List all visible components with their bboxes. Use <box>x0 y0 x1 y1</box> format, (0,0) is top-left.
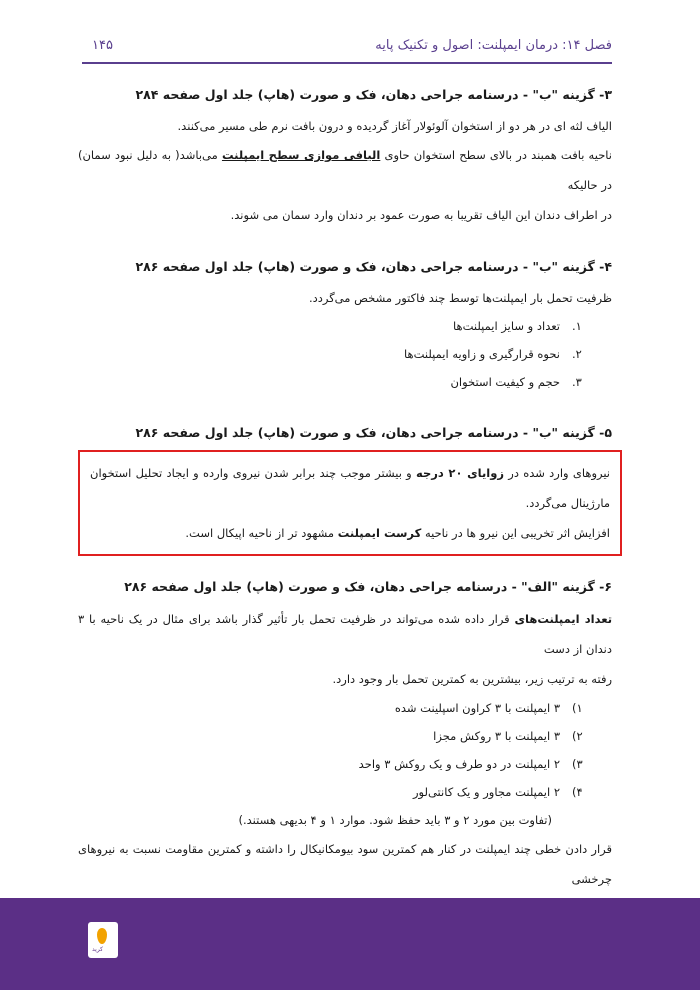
q4-list <box>78 312 612 396</box>
q6-list <box>78 694 612 806</box>
q5-l1-emphasis: زوایای ۲۰ درجه <box>416 466 504 480</box>
page-footer <box>0 898 700 990</box>
logo-text: کرید <box>92 946 103 953</box>
q5-l2-end: مشهود تر از ناحیه اپیکال است. <box>185 526 335 540</box>
q6-paragraph-1 <box>78 604 612 664</box>
q5-line-2 <box>90 518 610 548</box>
list-text: حجم و کیفیت استخوان <box>450 375 560 389</box>
page-header <box>82 38 612 60</box>
spacer <box>78 396 612 422</box>
q5-l2-emphasis: کرست ایمپلنت <box>337 526 422 540</box>
q3-paragraph-2 <box>78 140 612 200</box>
list-text: ۲ ایمپلنت در دو طرف و یک روکش ۳ واحد <box>358 757 560 771</box>
q5-l1-end: و بیشتر موجب چند برابر شدن نیروی وارده و ایجاد تحلیل استخوان مارژینال می‌گردد. <box>90 466 610 510</box>
list-text: ۲ ایمپلنت مجاور و یک کانتی‌لور <box>412 785 560 799</box>
list-number: ۳) <box>572 757 583 771</box>
list-item <box>78 722 586 750</box>
q6-p1-emphasis: تعداد ایمپلنت‌های <box>514 612 613 626</box>
highlight-box <box>78 450 622 556</box>
list-number: ۱. <box>572 319 582 333</box>
list-text: نحوه قرارگیری و زاویه ایمپلنت‌ها <box>404 347 560 361</box>
q3-p2-end: می‌باشد( به دلیل نبود سمان) در حالیکه <box>78 148 612 192</box>
q5-l2-start: افزایش اثر تخریبی این نیرو ها در ناحیه <box>424 526 610 540</box>
q5-heading: ۵- گزینه "ب" - درسنامه جراحی دهان، فک و صورت (هاپ) جلد اول صفحه ۲۸۶ <box>135 425 612 440</box>
q6-p1-rest: قرار داده شده می‌تواند در ظرفیت تحمل بار تأثیر گذار باشد برای مثال در یک ناحیه با ۳ دندان از دست <box>78 612 612 656</box>
list-item <box>78 778 586 806</box>
list-number: ۱) <box>572 701 583 715</box>
q3-paragraph-1: الیاف لثه ای در هر دو از استخوان آلوئولار آغاز گردیده و درون بافت نرم طی مسیر می‌کنند. <box>177 119 612 133</box>
q6-paragraph-3: قرار دادن خطی چند ایمپلنت در کنار هم کمترین سود بیومکانیکال را داشته و کمترین مقاومت نسبت به نیروهای چرخشی <box>78 842 612 886</box>
q6-paragraph-2: رفته به ترتیب زیر، بیشترین به کمترین تحمل بار وجود دارد. <box>332 672 612 686</box>
drop-icon <box>97 928 107 944</box>
q3-heading: ۳- گزینه "ب" - درسنامه جراحی دهان، فک و صورت (هاپ) جلد اول صفحه ۲۸۴ <box>135 87 612 102</box>
list-item <box>78 340 586 368</box>
list-text: ۳ ایمپلنت با ۳ کراون اسپلینت شده <box>394 701 560 715</box>
list-item <box>78 694 586 722</box>
list-number: ۲) <box>572 729 583 743</box>
q3-p2-emphasis: الیافی موازی سطح ایمپلنت <box>221 148 381 162</box>
publisher-logo <box>88 922 118 958</box>
q3-paragraph-3: در اطراف دندان این الیاف تقریبا به صورت عمود بر دندان وارد سمان می شوند. <box>230 208 612 222</box>
list-number: ۳. <box>572 375 582 389</box>
list-text: ۳ ایمپلنت با ۳ روکش مجزا <box>433 729 560 743</box>
header-divider <box>82 62 612 64</box>
list-number: ۲. <box>572 347 582 361</box>
page-number: ۱۴۵ <box>92 38 113 53</box>
q4-intro: ظرفیت تحمل بار ایمپلنت‌ها توسط چند فاکتور مشخص می‌گردد. <box>308 291 612 305</box>
q3-p2-start: ناحیه بافت همبند در بالای سطح استخوان حاوی <box>384 148 613 162</box>
q6-heading: ۶- گزینه "الف" - درسنامه جراحی دهان، فک و صورت (هاپ) جلد اول صفحه ۲۸۶ <box>124 579 612 594</box>
spacer <box>78 556 612 576</box>
chapter-title: فصل ۱۴: درمان ایمپلنت: اصول و تکنیک پایه <box>375 38 612 53</box>
page-content <box>78 84 612 984</box>
q6-note: (تفاوت بین مورد ۲ و ۳ باید حفظ شود. موارد ۱ و ۴ بدیهی هستند.) <box>238 813 552 827</box>
list-item <box>78 368 586 396</box>
list-item <box>78 312 586 340</box>
q5-line-1 <box>90 458 610 518</box>
list-item <box>78 750 586 778</box>
list-text: تعداد و سایز ایمپلنت‌ها <box>453 319 560 333</box>
spacer <box>78 230 612 256</box>
q4-heading: ۴- گزینه "ب" - درسنامه جراحی دهان، فک و صورت (هاپ) جلد اول صفحه ۲۸۶ <box>135 259 612 274</box>
list-number: ۴) <box>572 785 583 799</box>
q5-l1-start: نیروهای وارد شده در <box>508 466 611 480</box>
